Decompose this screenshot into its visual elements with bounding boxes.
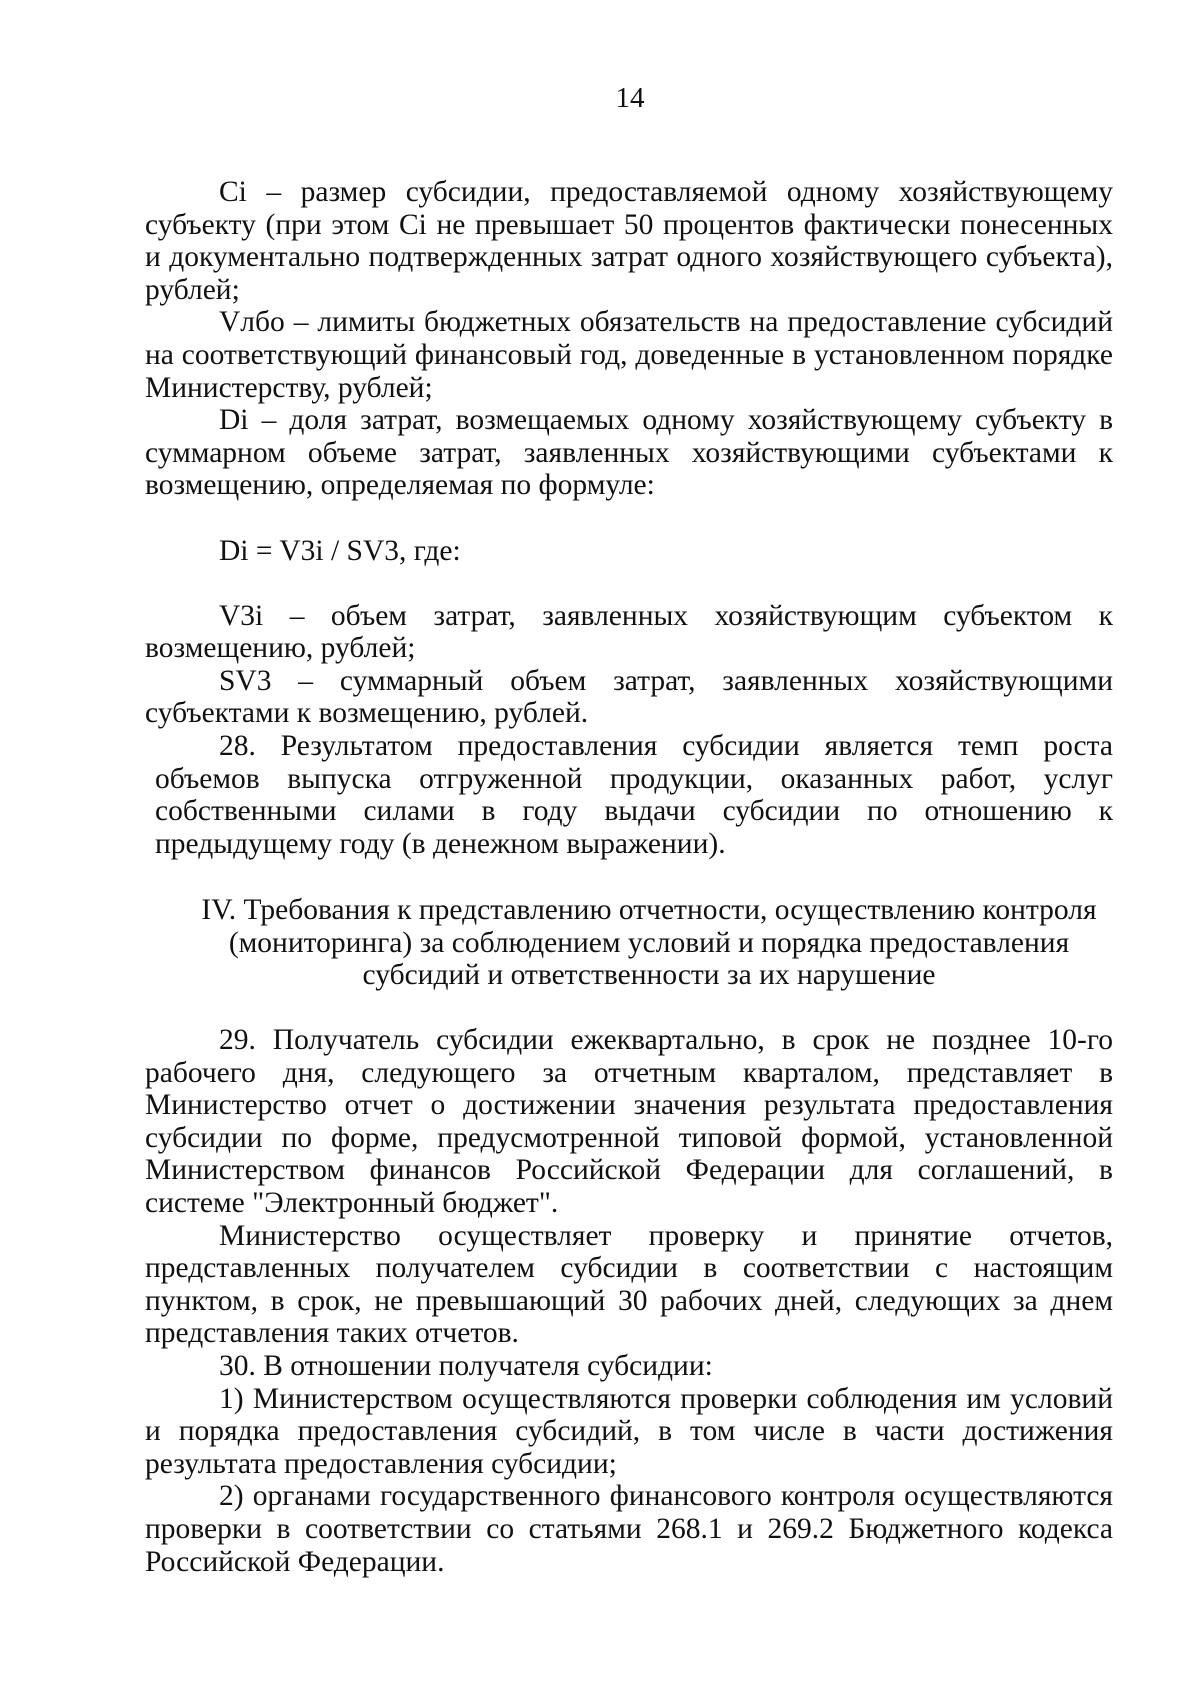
paragraph-item-30-2: 2) органами государственного финансового контроля осуществляются проверки в соответствии со статьями 268.1 и 269.2 Бюджетного кодекса Российской Федерации. bbox=[145, 1480, 1113, 1578]
paragraph-vlbo-definition: Vлбо – лимиты бюджетных обязательств на предоставление субсидий на соответствующий финансовый год, доведенные в установленном порядке Министерству, рублей; bbox=[145, 306, 1113, 404]
paragraph-sv3-definition: SV3 – суммарный объем затрат, заявленных хозяйствующими субъектами к возмещению, рублей. bbox=[145, 664, 1113, 730]
paragraph-v3i-definition: V3i – объем затрат, заявленных хозяйствующим субъектом к возмещению, рублей; bbox=[145, 599, 1113, 665]
section-heading bbox=[145, 894, 1113, 992]
paragraph-item-30-1: 1) Министерством осуществляются проверки соблюдения им условий и порядка предоставления субсидий, в том числе в части достижения результата предоставления субсидии; bbox=[145, 1382, 1113, 1480]
formula-di: Di = V3i / SV3, где: bbox=[219, 534, 461, 567]
section-heading-line-2: (мониторинга) за соблюдением условий и порядка предоставления bbox=[228, 926, 1070, 959]
paragraph-di-definition: Di – доля затрат, возмещаемых одному хозяйствующему субъекту в суммарном объеме затрат, заявленных хозяйствующими субъектами к возмещению, определяемая по формуле: bbox=[145, 404, 1113, 502]
paragraph-ci-definition: Ci – размер субсидии, предоставляемой одному хозяйствующему субъекту (при этом Ci не превышает 50 процентов фактически понесенных и документально подтвержденных затрат одного хозяйствующего субъекта), рублей; bbox=[145, 176, 1113, 306]
item-28-block bbox=[145, 730, 1113, 860]
document-body bbox=[145, 176, 1113, 1578]
paragraph-item-30: 30. В отношении получателя субсидии: bbox=[219, 1350, 713, 1382]
paragraph-ministry-check: Министерство осуществляет проверку и принятие отчетов, представленных получателем субсидии в соответствии с настоящим пунктом, в срок, не превышающий 30 рабочих дней, следующих за днем представления таких отчетов. bbox=[145, 1219, 1113, 1350]
page-number: 14 bbox=[615, 82, 645, 114]
paragraph-item-28: 28. Результатом предоставления субсидии является темп роста объемов выпуска отгруженной продукции, оказанных работ, услуг собственными силами в году выдачи субсидии по отношению к предыдущему году (в денежном выражении). bbox=[155, 729, 1113, 860]
section-heading-line-3: субсидий и ответственности за их нарушение bbox=[362, 959, 936, 992]
paragraph-item-29: 29. Получатель субсидии ежеквартально, в срок не позднее 10-го рабочего дня, следующего за отчетным кварталом, представляет в Министерство отчет о достижении значения результата предоставления субсидии по форме, предусмотренной типовой формой, установленной Министерством финансов Российской Федерации для соглашений, в системе "Электронный бюджет". bbox=[145, 1024, 1113, 1220]
section-heading-line-1: IV. Требования к представлению отчетности, осуществлению контроля bbox=[201, 894, 1097, 927]
